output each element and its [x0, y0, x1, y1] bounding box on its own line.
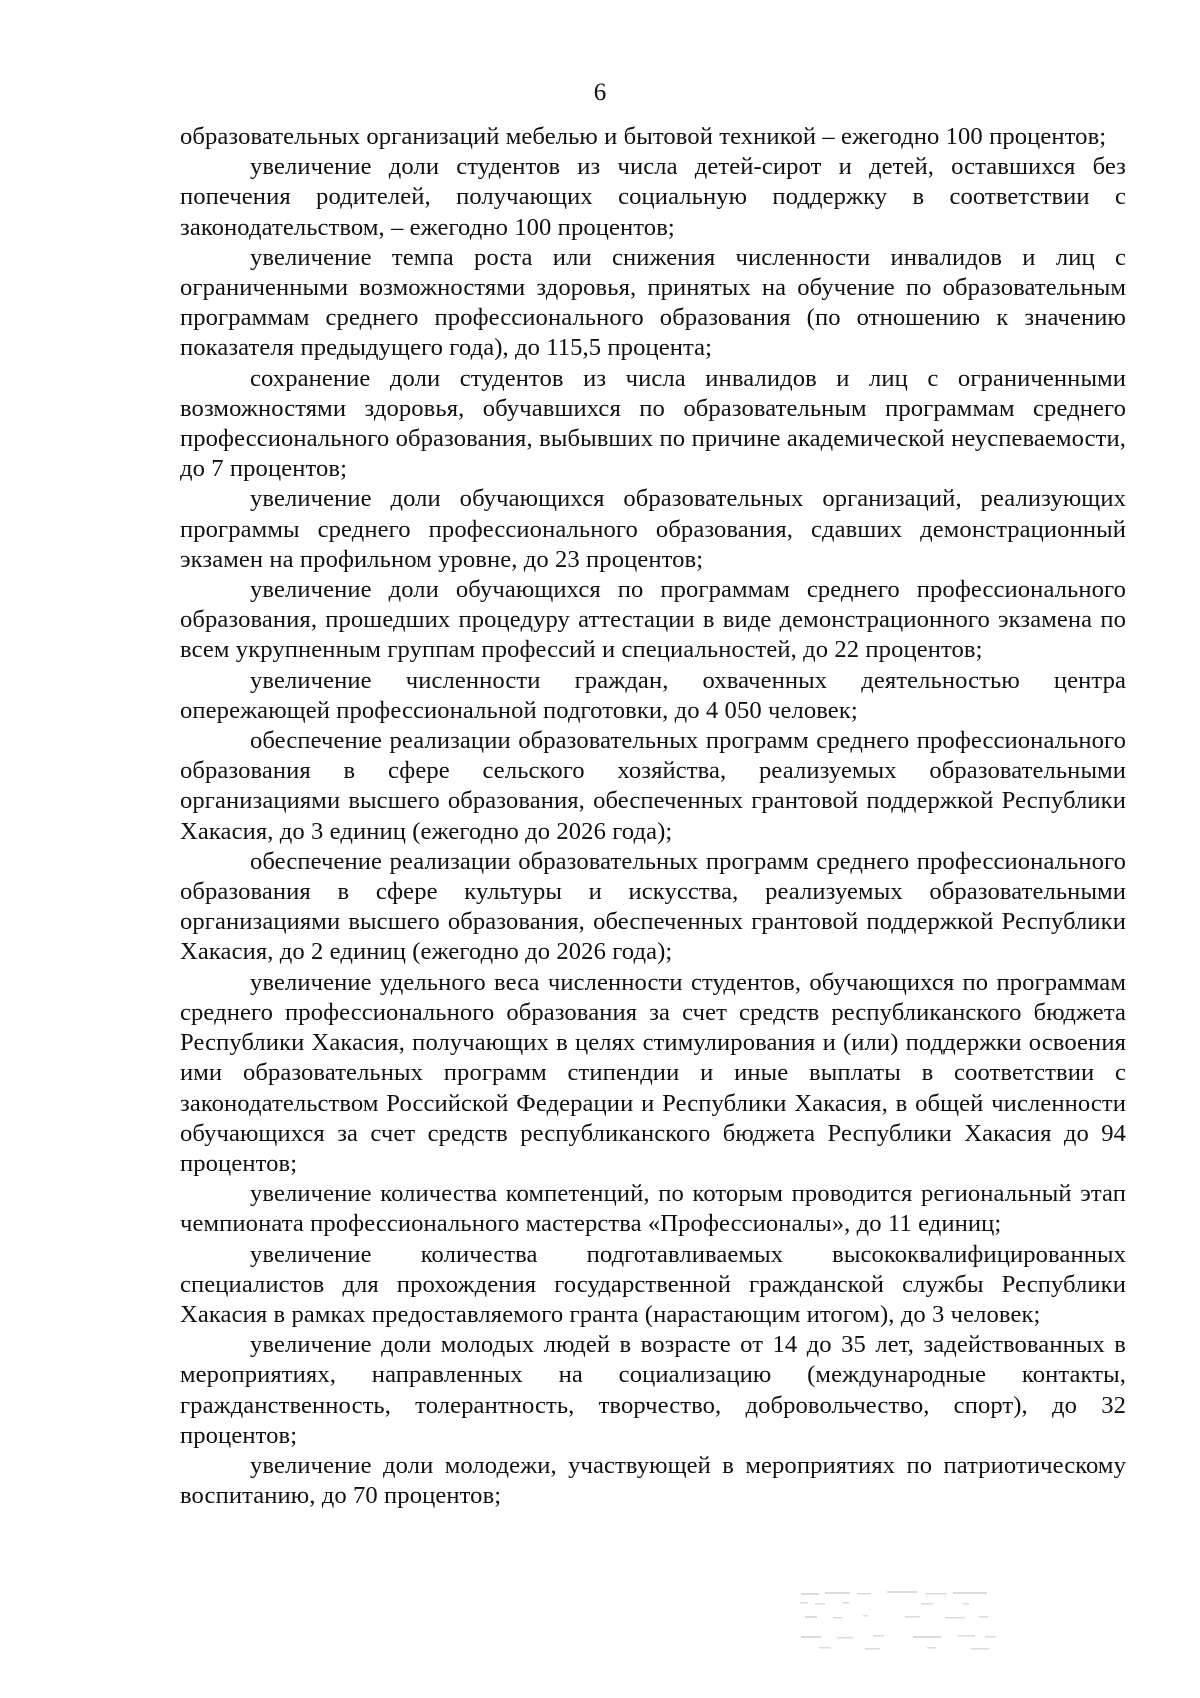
document-body	[180, 122, 1126, 1511]
paragraph: увеличение доли студентов из числа детей-сирот и детей, оставшихся без попечения родителей, получающих социальную поддержку в соответствии с законодательством, – ежегодно 100 процентов;	[180, 153, 1126, 241]
paragraph: увеличение доли обучающихся образовательных организаций, реализующих программы среднего профессионального образования, сдавших демонстрационный экзамен на профильном уровне, до 23 процентов;	[180, 485, 1126, 573]
paragraph: увеличение доли молодежи, участвующей в мероприятиях по патриотическому воспитанию, до 70 процентов;	[180, 1451, 1126, 1510]
paragraph: обеспечение реализации образовательных программ среднего профессионального образования в сфере культуры и искусства, реализуемых образовательными организациями высшего образования, обеспеченных грантовой поддержкой Республики Хакасия, до 2 единиц (ежегодно до 2026 года);	[180, 847, 1126, 966]
paragraph: сохранение доли студентов из числа инвалидов и лиц с ограниченными возможностями здоровья, обучавшихся по образовательным программам среднего профессионального образования, выбывших по причине академической неуспеваемости, до 7 процентов;	[180, 364, 1126, 483]
paragraph: увеличение количества компетенций, по которым проводится региональный этап чемпионата профессионального мастерства «Профессионалы», до 11 единиц;	[180, 1180, 1126, 1238]
paragraph: увеличение количества подготавливаемых высококвалифицированных специалистов для прохождения государственной гражданской службы Республики Хакасия в рамках предоставляемого гранта (нарастающим итогом), до 3 человек;	[180, 1240, 1126, 1328]
paragraph: увеличение темпа роста или снижения численности инвалидов и лиц с ограниченными возможностями здоровья, принятых на обучение по образовательным программам среднего профессионального образования (по отношению к значению показателя предыдущего года), до 115,5 процента;	[180, 243, 1126, 362]
faint-stamp-mark	[795, 1585, 1007, 1657]
paragraph: увеличение численности граждан, охваченных деятельностью центра опережающей профессиональной подготовки, до 4 050 человек;	[180, 666, 1126, 724]
paragraph: увеличение удельного веса численности студентов, обучающихся по программам среднего профессионального образования за счет средств республиканского бюджета Республики Хакасия, получающих в целях стимулирования и (или) поддержки освоения ими образовательных программ стипендии и иные выплаты в соответствии с законодательством Российской Федерации и Республики Хакасия, в общей численности обучающихся за счет средств республиканского бюджета Республики Хакасия до 94 процентов;	[180, 968, 1126, 1177]
paragraph: образовательных организаций мебелью и бытовой техникой – ежегодно 100 процентов;	[180, 123, 1107, 150]
page-number: 6	[593, 79, 607, 106]
paragraph: увеличение доли молодых людей в возрасте от 14 до 35 лет, задействованных в мероприятиях, направленных на социализацию (международные контакты, гражданственность, толерантность, творчество, добровольчество, спорт), до 32 процентов;	[180, 1331, 1126, 1449]
paragraph: обеспечение реализации образовательных программ среднего профессионального образования в сфере сельского хозяйства, реализуемых образовательными организациями высшего образования, обеспеченных грантовой поддержкой Республики Хакасия, до 3 единиц (ежегодно до 2026 года);	[180, 727, 1126, 845]
paragraph: увеличение доли обучающихся по программам среднего профессионального образования, прошедших процедуру аттестации в виде демонстрационного экзамена по всем укрупненным группам профессий и специальностей, до 22 процентов;	[180, 576, 1126, 664]
